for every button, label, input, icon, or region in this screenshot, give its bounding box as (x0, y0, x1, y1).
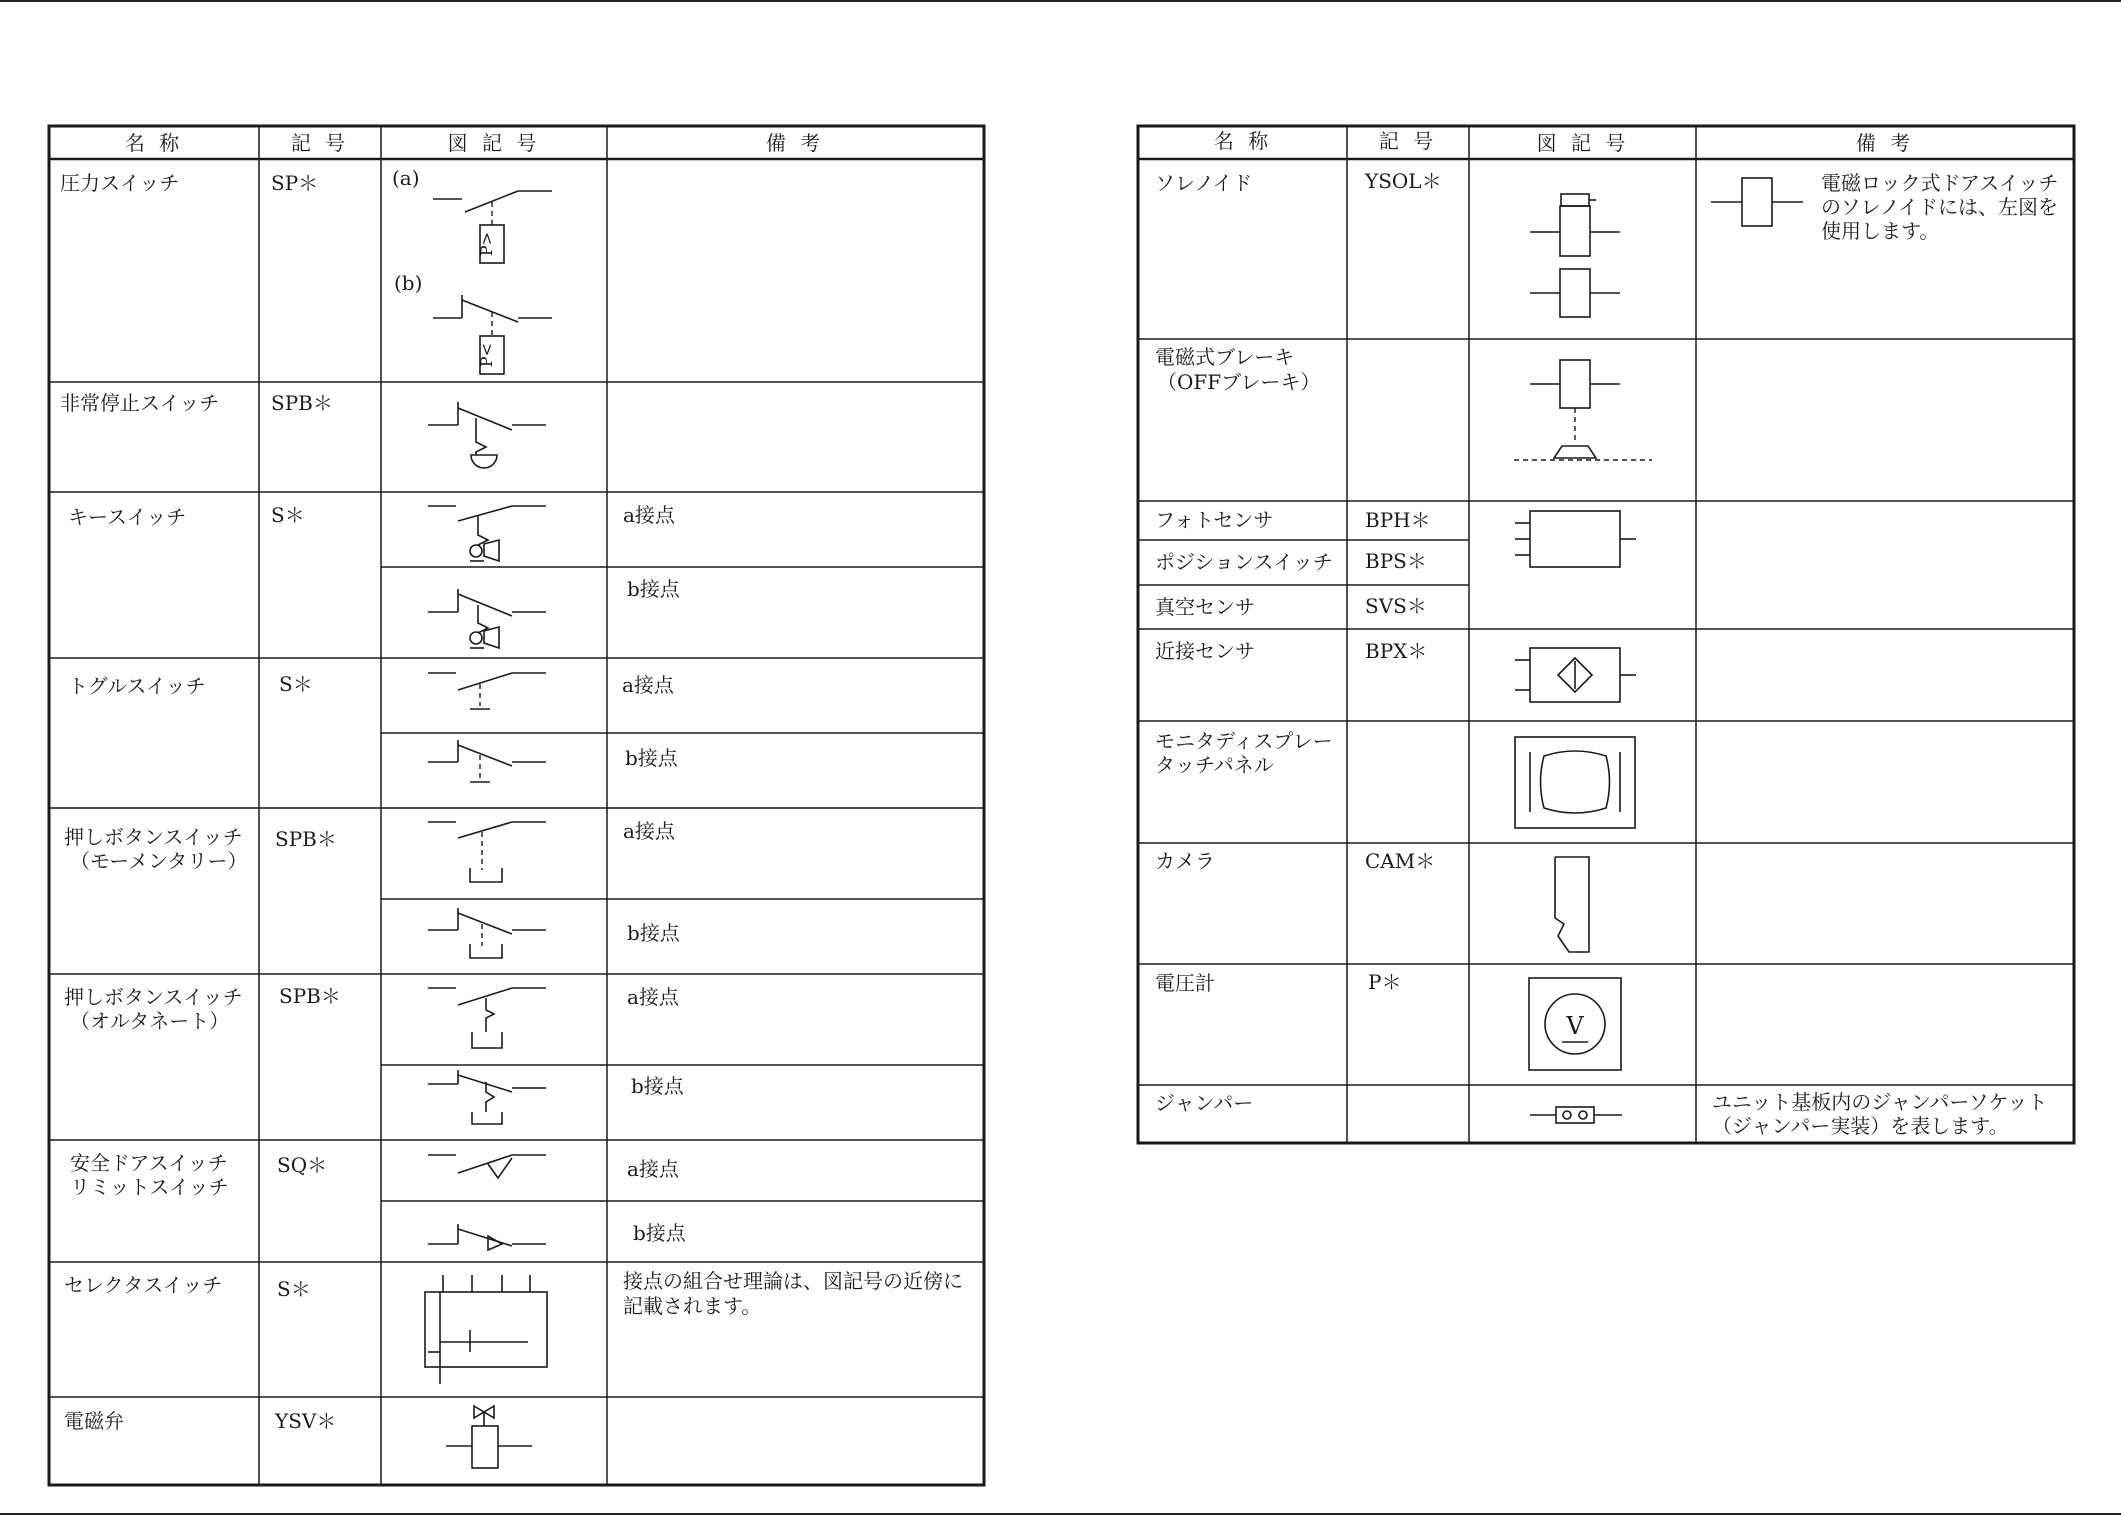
row-name: 圧力スイッチ (60, 171, 180, 195)
toggle-switch-a-symbol (428, 673, 546, 709)
note-line-2: （ジャンパー実装）を表します。 (1712, 1114, 2009, 1138)
jumper-symbol (1530, 1107, 1622, 1123)
solenoid-note-symbol (1711, 178, 1803, 226)
note-a: a接点 (627, 1157, 679, 1181)
monitor-display-symbol (1515, 737, 1635, 828)
row-code: SPB＊ (279, 984, 341, 1008)
row-name: カメラ (1155, 849, 1215, 873)
row-name: 真空センサ (1155, 595, 1255, 619)
row-code: SPB＊ (275, 827, 337, 851)
row-name: 押しボタンスイッチ (64, 985, 243, 1009)
row-code: BPX＊ (1365, 639, 1428, 663)
right-table (1138, 126, 2074, 1143)
label-b: (b) (394, 271, 423, 295)
row-code: SVS＊ (1365, 594, 1427, 618)
push-button-momentary-a-symbol (428, 822, 546, 882)
pressure-label-a: P> (477, 231, 496, 257)
left-table (49, 126, 984, 1485)
row-name-sub: タッチパネル (1155, 753, 1274, 777)
key-switch-b-symbol (428, 589, 546, 648)
header-diagram: 図 記 号 (1536, 131, 1630, 155)
note-line-1: ユニット基板内のジャンパーソケット (1712, 1090, 2048, 1114)
row-name: トグルスイッチ (68, 674, 206, 698)
row-code: CAM＊ (1365, 849, 1436, 873)
header-code: 記 号 (1378, 129, 1438, 153)
row-code: P＊ (1368, 970, 1402, 994)
camera-symbol (1555, 857, 1589, 952)
solenoid-valve-symbol (446, 1406, 532, 1468)
solenoid-lock-symbol (1530, 194, 1620, 256)
selector-switch-symbol (425, 1275, 547, 1384)
pressure-label-b: P< (477, 342, 496, 368)
key-switch-a-symbol (428, 506, 546, 561)
row-code: SQ＊ (277, 1153, 328, 1177)
note-line-2: のソレノイドには、左図を (1821, 195, 2058, 219)
note-a: a接点 (623, 503, 675, 527)
note-b: b接点 (627, 577, 680, 601)
note-b: b接点 (627, 921, 680, 945)
emergency-stop-symbol (428, 402, 546, 468)
note-b: b接点 (633, 1221, 686, 1245)
row-name: 電圧計 (1155, 971, 1215, 995)
row-code: SP＊ (271, 171, 319, 195)
row-name-sub: （オルタネート） (70, 1009, 230, 1033)
row-name-sub: （OFFブレーキ） (1157, 370, 1321, 394)
note-line-2: 記載されます。 (623, 1294, 762, 1318)
limit-switch-b-symbol (428, 1224, 546, 1250)
sensor-symbol (1515, 511, 1636, 567)
row-name-sub: （モーメンタリー） (70, 849, 248, 873)
row-name: 電磁弁 (64, 1409, 124, 1433)
header-diagram: 図 記 号 (447, 131, 541, 155)
header-name: 名 称 (1213, 129, 1273, 153)
row-code: S＊ (279, 672, 313, 696)
toggle-switch-b-symbol (428, 740, 546, 782)
row-name: モニタディスプレー (1155, 729, 1333, 753)
note-a: a接点 (623, 819, 675, 843)
row-code: BPS＊ (1365, 549, 1427, 573)
header-code: 記 号 (290, 131, 350, 155)
row-name: 電磁式ブレーキ (1155, 345, 1295, 369)
row-code: S＊ (271, 503, 305, 527)
note-a: a接点 (627, 985, 679, 1009)
row-name: セレクタスイッチ (64, 1273, 223, 1297)
row-name: キースイッチ (68, 505, 187, 529)
row-code: BPH＊ (1365, 508, 1431, 532)
header-notes: 備 考 (765, 131, 825, 155)
note-line-1: 接点の組合せ理論は、図記号の近傍に (623, 1269, 963, 1293)
brake-symbol (1514, 360, 1652, 460)
solenoid-symbol (1530, 269, 1620, 317)
row-code: YSOL＊ (1365, 169, 1442, 193)
note-b: b接点 (631, 1074, 684, 1098)
push-button-alternate-a-symbol (428, 988, 546, 1048)
row-name: ソレノイド (1155, 171, 1253, 195)
row-code: SPB＊ (271, 391, 333, 415)
note-a: a接点 (622, 673, 674, 697)
proximity-sensor-symbol (1515, 648, 1636, 702)
note-b: b接点 (625, 746, 678, 770)
row-name: ポジションスイッチ (1155, 550, 1333, 574)
row-name: ジャンパー (1155, 1091, 1254, 1115)
limit-switch-a-symbol (428, 1155, 546, 1178)
row-name-sub: リミットスイッチ (70, 1175, 229, 1199)
row-name: 近接センサ (1155, 639, 1255, 663)
row-name: 押しボタンスイッチ (64, 825, 243, 849)
header-name: 名 称 (124, 131, 184, 155)
row-code: S＊ (277, 1277, 311, 1301)
note-line-3: 使用します。 (1821, 219, 1940, 243)
push-button-momentary-b-symbol (428, 908, 546, 958)
push-button-alternate-b-symbol (428, 1070, 546, 1124)
row-name: フォトセンサ (1155, 508, 1274, 532)
row-name: 安全ドアスイッチ (70, 1151, 228, 1175)
note-line-1: 電磁ロック式ドアスイッチ (1821, 171, 2059, 195)
header-notes: 備 考 (1855, 131, 1915, 155)
voltmeter-label: V (1566, 1012, 1584, 1040)
label-a: (a) (392, 166, 420, 190)
row-code: YSV＊ (275, 1409, 337, 1433)
row-name: 非常停止スイッチ (60, 391, 220, 415)
